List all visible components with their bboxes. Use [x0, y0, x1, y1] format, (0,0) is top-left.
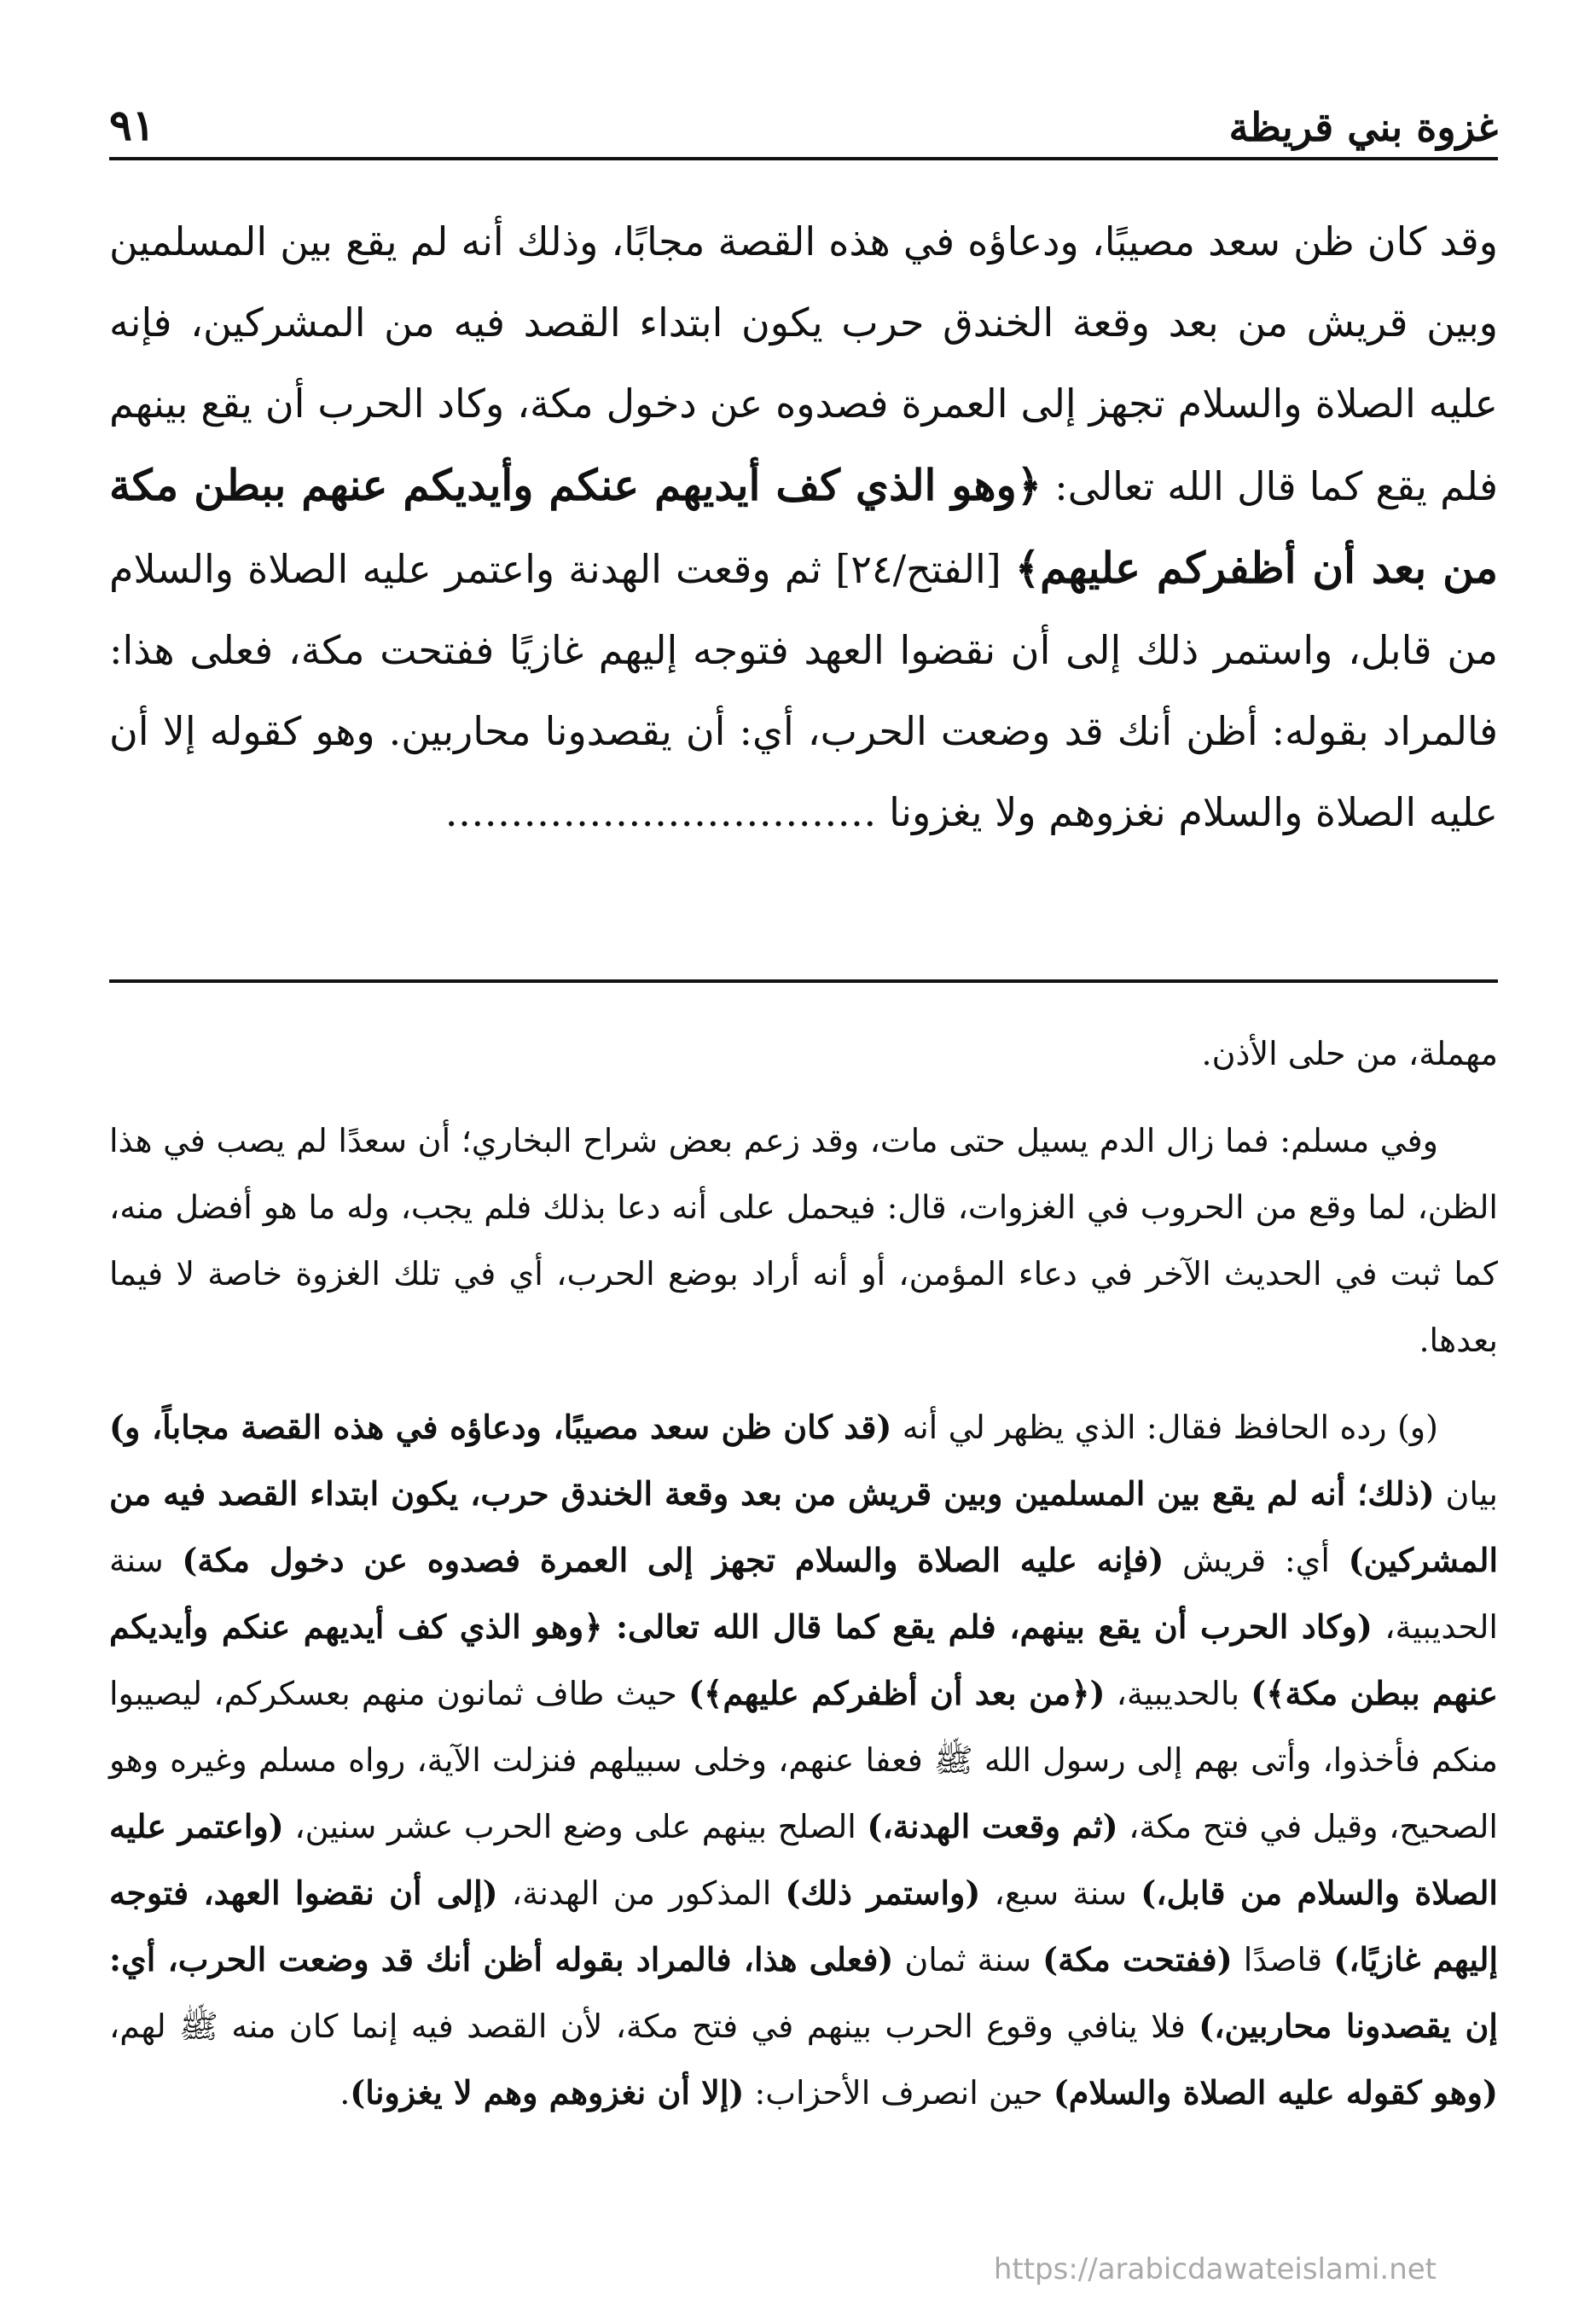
- commentary-text: حين انصرف الأحزاب:: [744, 2074, 1054, 2112]
- commentary-text: .: [340, 2074, 351, 2112]
- footnote-divider: [109, 979, 1498, 983]
- quoted-text: (واعتمر عليه الصلاة والسلام من قابل،): [109, 1807, 1498, 1912]
- page-header: [109, 82, 1498, 150]
- header-rule: [109, 157, 1498, 160]
- commentary-text: فلا ينافي وقوع الحرب بينهم في فتح مكة، لأن القصد فيه إنما كان منه ﷺ لهم،: [109, 2007, 1199, 2045]
- page-number: ٩١: [109, 100, 155, 150]
- quoted-text: (واستمر ذلك): [785, 1874, 981, 1912]
- quoted-text: (ففتحت مكة): [1042, 1940, 1233, 1978]
- watermark-url: https://arabicdawateislami.net: [993, 2252, 1437, 2286]
- commentary-paragraph-1: وفي مسلم: فما زال الدم يسيل حتى مات، وقد زعم بعض شراح البخاري؛ أن سعدًا لم يصب في هذا الظن، لما وقع من الحروب في الغزوات، قال: فيحمل على أنه دعا بذلك فلم يجب، وله ما هو أفضل منه، كما ثبت في الحديث الآخر في دعاء المؤمن، أو أنه أراد بوضع الحرب، أي في تلك الغزوة خاصة لا فيما بعدها.: [109, 1122, 1498, 1359]
- quran-verse: ﴿وهو الذي كف أيديهم عنكم وأيديكم عنهم ببطن مكة من بعد أن أظفركم عليهم﴾: [109, 460, 1498, 593]
- quoted-text: (إلا أن نغزوهم وهم لا يغزونا): [350, 2073, 745, 2112]
- running-title: غزوة بني قريظة: [1228, 104, 1498, 150]
- commentary-text: بالحديبية،: [1105, 1675, 1251, 1712]
- ellipsis-dots: ……………………………: [444, 789, 877, 835]
- quoted-text: (إلى أن نقضوا العهد، فتوجه إليهم غازيًا،): [109, 1874, 1499, 1978]
- commentary-text: سنة سبع،: [980, 1874, 1141, 1912]
- quoted-text: (قد كان ظن سعد مصيبًا، ودعاؤه في هذه القصة مجاباً، و): [109, 1408, 892, 1446]
- quoted-text: (ذلك؛ أنه لم يقع بين المسلمين وبين قريش من بعد وقعة الخندق حرب، يكون ابتداء القصد فيه من المشركين): [109, 1474, 1499, 1579]
- commentary-text: سنة ثمان: [893, 1941, 1043, 1978]
- commentary-line-0: مهملة، من حلى الأذن.: [1201, 1035, 1498, 1072]
- quoted-text: (فإنه عليه الصلاة والسلام تجهز إلى العمرة فصدوه عن دخول مكة): [182, 1541, 1164, 1579]
- commentary-text: (و) رده الحافظ فقال: الذي يظهر لي أنه: [891, 1409, 1438, 1446]
- commentary-text: بيان: [1434, 1475, 1498, 1513]
- book-page: [109, 82, 1498, 2300]
- quoted-text: (وهو كقوله عليه الصلاة والسلام): [1053, 2073, 1498, 2112]
- commentary-text: سنة الحديبية،: [109, 1542, 1498, 1646]
- quoted-text: (ثم وقعت الهدنة،): [867, 1807, 1118, 1845]
- quoted-text: (وكاد الحرب أن يقع بينهم، فلم يقع كما قال الله تعالى: ﴿وهو الذي كف أيديهم عنكم وأيديكم عنهم ببطن مكة﴾): [109, 1607, 1498, 1712]
- quoted-text: (فعلى هذا، فالمراد بقوله أظن أنك قد وضعت الحرب، أي: إن يقصدونا محاربين،): [109, 1940, 1498, 2045]
- main-text: [109, 201, 1498, 853]
- commentary-text: حيث طاف ثمانون منهم بعسكركم، ليصيبوا منكم فأخذوا، وأتى بهم إلى رسول الله ﷺ فعفا عنهم، وخلى سبيلهم فنزلت الآية، رواه مسلم وغيره وهو الصحيح، وقيل في فتح مكة،: [109, 1675, 1498, 1845]
- commentary-text: الصلح بينهم على وضع الحرب عشر سنين،: [283, 1808, 868, 1845]
- commentary-text: المذكور من الهدنة،: [497, 1874, 786, 1912]
- commentary-paragraph-2: [109, 1394, 1498, 2126]
- main-paragraph-1: وقد كان ظن سعد مصيبًا، ودعاؤه في هذه القصة مجابًا، وذلك أنه لم يقع بين المسلمين وبين قريش من بعد وقعة الخندق حرب يكون ابتداء القصد فيه من المشركين، فإنه عليه الصلاة والسلام تجهز إلى العمرة فصدوه عن دخول مكة، وكاد الحرب أن يقع بينهم فلم يقع كما قال الله تعالى:: [109, 218, 1498, 509]
- commentary-text: قاصدًا: [1232, 1941, 1334, 1978]
- quoted-text: (﴿من بعد أن أظفركم عليهم﴾): [688, 1674, 1106, 1712]
- main-paragraph-2: [الفتح/٢٤] ثم وقعت الهدنة واعتمر عليه الصلاة والسلام من قابل، واستمر ذلك إلى أن نقضوا العهد فتوجه إليهم غازيًا ففتحت مكة، فعلى هذا: فالمراد بقوله: أظن أنك قد وضعت الحرب، أي: أن يقصدونا محاربين. وهو كقوله إلا أن عليه الصلاة والسلام نغزوهم ولا يغزونا: [109, 546, 1498, 835]
- commentary-text: أي: قريش: [1164, 1542, 1349, 1579]
- commentary: [109, 1020, 1498, 2147]
